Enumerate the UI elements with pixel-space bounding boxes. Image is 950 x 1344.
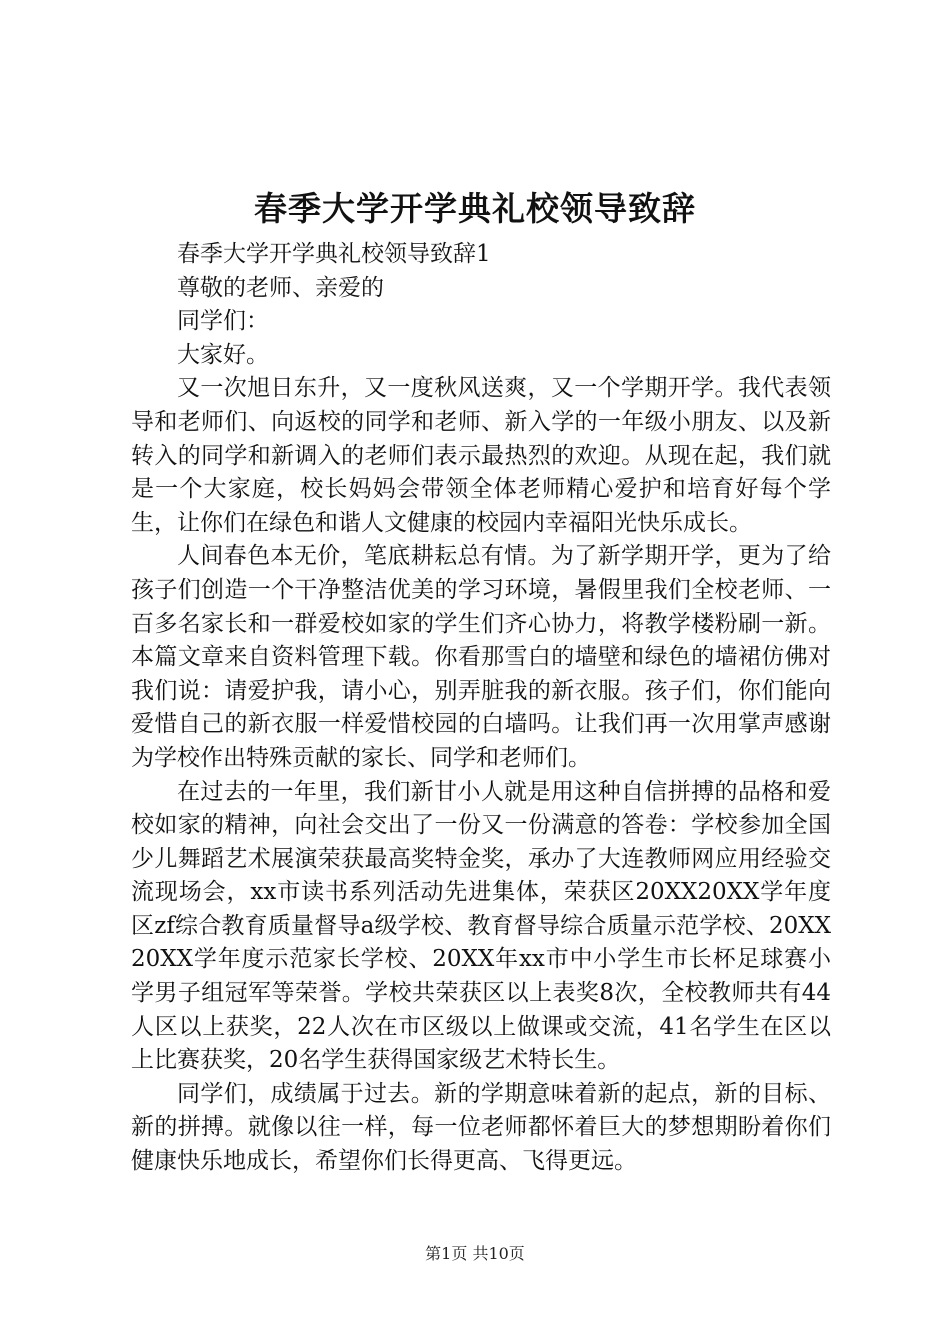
paragraph-subtitle: 春季大学开学典礼校领导致辞1 [177, 241, 491, 267]
paragraph-salutation-cont: 同学们： [177, 308, 269, 335]
paragraph-achievements: 在过去的一年里，我们新甘小人就是用这种自信拼搏的品格和爱校如家的精神，向社会交出了一份又一份满意的答卷：学校参加全国少儿舞蹈艺术展演荣获最高奖特金奖，承办了大连教师网应用经验交流现场会，xx市读书系列活动先进集体，荣获区20XX20XX学年度区zf综合教育质量督导a级学校、教育督导综合质量示范学校、20XX20XX学年度示范家长学校、20XX年xx市中小学生市长杯足球赛小学男子组冠军等荣誉。学校共荣获区以上表奖8次，全校教师共有44人区以上获奖，22人次在市区级以上做课或交流，41名学生在区以上比赛获奖，20名学生获得国家级艺术特长生。 [131, 778, 831, 1074]
document-title: 春季大学开学典礼校领导致辞 [254, 189, 696, 228]
paragraph-renovation: 人间春色本无价，笔底耕耘总有情。为了新学期开学，更为了给孩子们创造一个干净整洁优美的学习环境，暑假里我们全校老师、一百多名家长和一群爱校如家的学生们齐心协力，将教学楼粉刷一新。本篇文章来自资料管理下载。你看那雪白的墙壁和绿色的墙裙仿佛对我们说：请爱护我，请小心，别弄脏我的新衣服。孩子们，你们能向爱惜自己的新衣服一样爱惜校园的白墙吗。让我们再一次用掌声感谢为学校作出特殊贡献的家长、同学和老师们。 [131, 543, 831, 771]
paragraph-salutation: 尊敬的老师、亲爱的 [177, 274, 384, 301]
paragraph-new-term: 同学们，成绩属于过去。新的学期意味着新的起点，新的目标、新的拼搏。就像以往一样，每一位老师都怀着巨大的梦想期盼着你们健康快乐地成长，希望你们长得更高、飞得更远。 [131, 1080, 831, 1175]
document-body [131, 238, 831, 1179]
paragraph-greeting: 大家好。 [177, 341, 269, 368]
page-footer: 第1页 共10页 [425, 1244, 525, 1263]
paragraph-welcome: 又一次旭日东升，又一度秋风送爽，又一个学期开学。我代表领导和老师们、向返校的同学和老师、新入学的一年级小朋友、以及新转入的同学和新调入的老师们表示最热烈的欢迎。从现在起，我们就是一个大家庭，校长妈妈会带领全体老师精心爱护和培育好每个学生，让你们在绿色和谐人文健康的校园内幸福阳光快乐成长。 [131, 375, 831, 536]
